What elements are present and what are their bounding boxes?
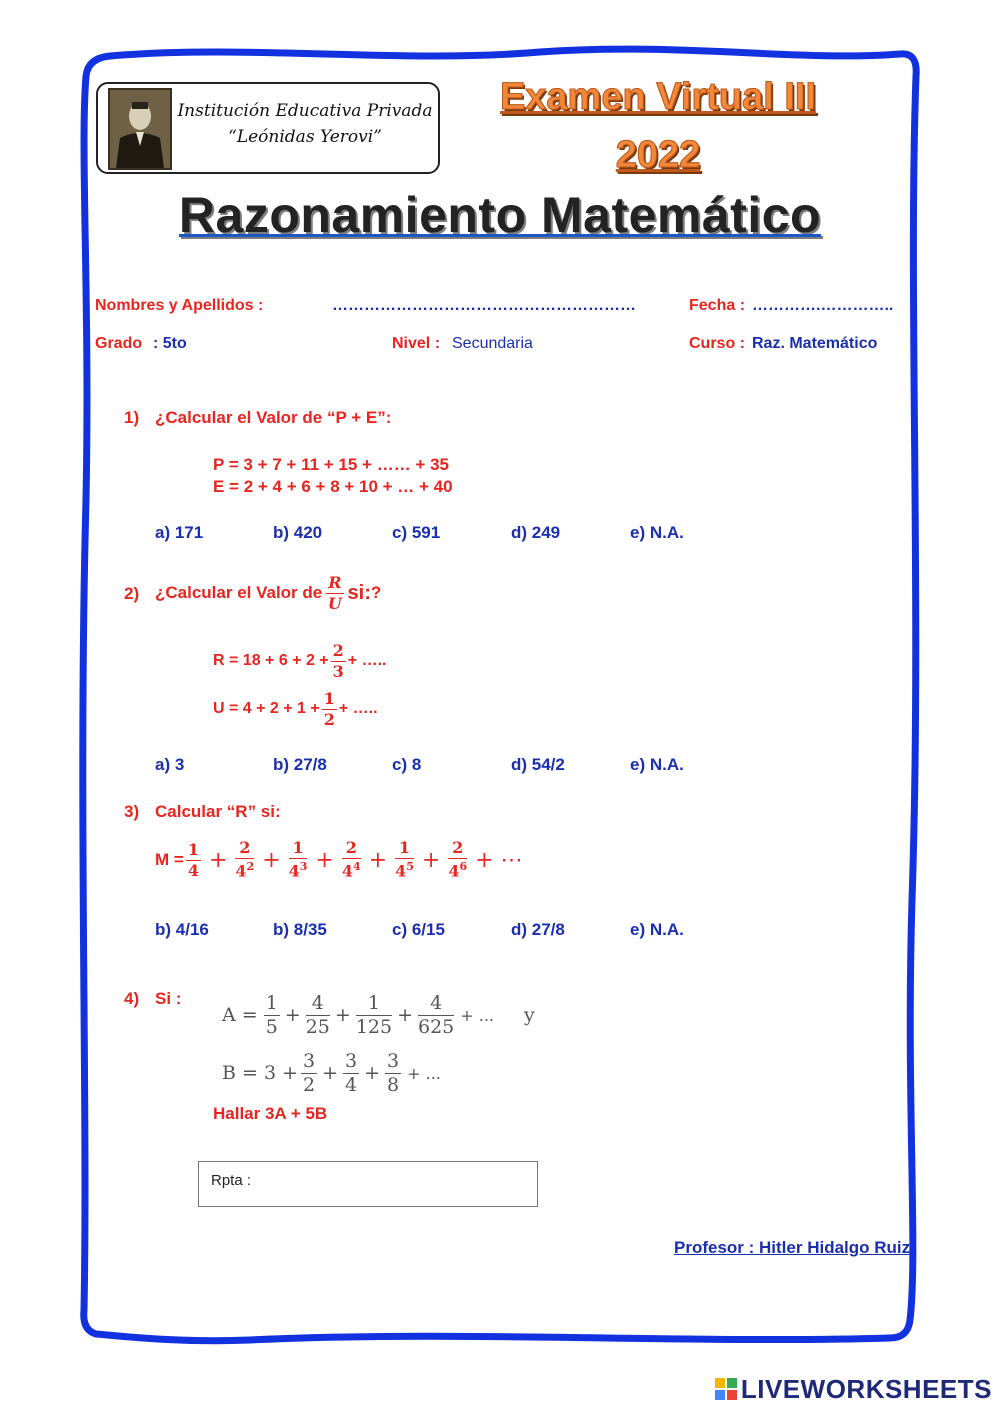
q4-a-term-4: $\frac{4}{625}$ [418, 991, 455, 1038]
q3-m-label: M = [155, 850, 184, 869]
q3-term-2 [235, 840, 254, 879]
q4-a-expression [222, 990, 535, 1040]
q2-u-prefix: U = 4 + 2 + 1 + [213, 700, 320, 717]
q3-term-4-numerator: 2 [342, 840, 361, 859]
q1-number: 1) [124, 408, 140, 427]
q4-a-term-1: $\frac{1}{5}$ [265, 991, 278, 1038]
q4-a-term-2: $\frac{4}{25}$ [305, 991, 330, 1038]
school-name-line1: Institución Educativa Privada [177, 101, 433, 121]
q3-option-d[interactable]: d) 27/8 [511, 920, 565, 939]
q3-option-c[interactable]: c) 6/15 [392, 920, 445, 939]
q1-option-e[interactable]: e) N.A. [630, 523, 684, 542]
q3-term-5-denominator: $4^5$ [395, 860, 414, 881]
q2-u-numerator: 1 [323, 688, 335, 708]
q4-text: Si : [155, 989, 182, 1008]
liveworksheets-text: LIVEWORKSHEETS [740, 1374, 992, 1404]
q1-option-b[interactable]: b) 420 [273, 523, 323, 542]
q2-r-numerator: 2 [332, 640, 344, 660]
q3-term-6-denominator: $4^6$ [448, 860, 468, 881]
grade-label: Grado [95, 335, 143, 352]
date-label: Fecha : [689, 297, 746, 314]
q1-text: ¿Calcular el Valor de “P + E”: [155, 408, 392, 427]
q3-term-1-denominator: 4 [187, 860, 199, 880]
q3-term-6 [448, 840, 467, 879]
q4-b-term-2: $\frac{3}{4}$ [345, 1049, 358, 1096]
q3-plus-4: + [368, 847, 388, 873]
q3-tail: + ⋯ [475, 847, 523, 873]
liveworksheets-icon [715, 1376, 737, 1398]
q2-option-c[interactable]: c) 8 [392, 755, 422, 774]
level-value: Secundaria [452, 335, 533, 352]
q2-r-fraction [331, 640, 346, 681]
q3-term-4 [342, 840, 361, 879]
names-field[interactable]: ………………………………………………… [332, 297, 636, 314]
q2-text: ¿Calcular el Valor de [155, 583, 323, 602]
exam-title [476, 68, 840, 184]
q3-number: 3) [124, 802, 140, 821]
q4-b-label: B = 3 + [222, 1062, 299, 1084]
q4-b-term-3: $\frac{3}{8}$ [387, 1049, 400, 1096]
q2-r-denominator: 3 [332, 661, 344, 681]
q3-term-6-numerator: 2 [448, 840, 467, 859]
q3-m-expression [155, 834, 523, 886]
q3-term-5 [395, 840, 414, 879]
q4-conjunction: y [524, 1004, 535, 1026]
grade-value: : 5to [153, 335, 187, 352]
page-title: Razonamiento Matemático [178, 187, 822, 243]
q2-ratio-fraction [326, 572, 343, 613]
q3-option-b[interactable]: b) 8/35 [273, 920, 327, 939]
q3-plus-5: + [421, 847, 441, 873]
q4-a-term-3: $\frac{1}{125}$ [355, 991, 393, 1038]
level-label: Nivel : [392, 335, 441, 352]
q2-r-expression [213, 636, 386, 686]
exam-title-year: 2022 [615, 134, 701, 176]
q2-si: si: [347, 581, 371, 604]
exam-title-line1: Examen Virtual III [499, 76, 817, 118]
q1-option-a[interactable]: a) 171 [155, 523, 204, 542]
q1-p-expression: P = 3 + 7 + 11 + 15 + …… + 35 [213, 455, 449, 474]
q1-option-c[interactable]: c) 591 [392, 523, 441, 542]
q3-plus-1: + [208, 847, 228, 873]
q1-option-d[interactable]: d) 249 [511, 523, 561, 542]
q3-term-2-numerator: 2 [235, 840, 254, 859]
q4-b-plus-1: + [322, 1062, 339, 1084]
q3-term-4-denominator: $4^4$ [341, 860, 361, 881]
q2-ratio-denominator: U [327, 593, 342, 613]
answer-label: Rpta : [211, 1172, 252, 1189]
q2-ratio-numerator: R [328, 572, 342, 592]
q3-term-5-numerator: 1 [395, 840, 414, 859]
q3-term-3 [289, 840, 308, 879]
q2-option-a[interactable]: a) 3 [155, 755, 185, 774]
q2-u-denominator: 2 [323, 709, 335, 729]
q2-option-e[interactable]: e) N.A. [630, 755, 684, 774]
q2-question [155, 568, 381, 618]
q2-option-d[interactable]: d) 54/2 [511, 755, 565, 774]
q4-a-tail: + ... [460, 1005, 495, 1025]
q2-number: 2) [124, 584, 140, 603]
q4-a-plus-1: + [284, 1004, 301, 1026]
school-name-line2: “Leónidas Yerovi” [228, 127, 382, 147]
q3-term-3-numerator: 1 [289, 840, 308, 859]
q3-term-2-denominator: $4^2$ [235, 860, 255, 881]
q1-e-expression: E = 2 + 4 + 6 + 8 + 10 + … + 40 [213, 477, 453, 496]
teacher-name: Profesor : Hitler Hidalgo Ruiz [674, 1238, 911, 1257]
names-label: Nombres y Apellidos : [95, 297, 264, 314]
q3-term-3-denominator: $4^3$ [288, 860, 308, 881]
course-value: Raz. Matemático [752, 335, 878, 352]
q2-r-prefix: R = 18 + 6 + 2 + [213, 652, 329, 669]
q3-option-e[interactable]: e) N.A. [630, 920, 684, 939]
q2-u-fraction [322, 688, 337, 729]
date-field[interactable]: ………….………….. [752, 297, 894, 314]
q4-b-term-1: $\frac{3}{2}$ [303, 1049, 316, 1096]
q4-a-plus-2: + [334, 1004, 351, 1026]
founder-portrait-image [108, 88, 172, 170]
q4-task: Hallar 3A + 5B [213, 1104, 328, 1123]
course-label: Curso : [689, 335, 745, 352]
q4-b-plus-2: + [364, 1062, 381, 1084]
answer-input[interactable] [198, 1161, 538, 1207]
q3-plus-3: + [315, 847, 334, 873]
q4-b-tail: + ... [407, 1063, 441, 1083]
q2-u-suffix: + ….. [338, 700, 378, 717]
q3-text: Calcular “R” si: [155, 802, 281, 821]
liveworksheets-logo [715, 1374, 992, 1405]
q4-b-expression [222, 1048, 441, 1098]
q3-term-1 [186, 839, 201, 880]
q3-term-1-numerator: 1 [187, 839, 199, 859]
q2-u-expression [213, 684, 378, 734]
q4-number: 4) [124, 989, 140, 1008]
q4-a-plus-3: + [397, 1004, 413, 1026]
q3-option-a[interactable]: b) 4/16 [155, 920, 209, 939]
q2-r-suffix: + ….. [347, 652, 387, 669]
school-logo [96, 82, 440, 174]
q2-question-mark: ? [370, 583, 382, 602]
q3-plus-2: + [262, 847, 281, 873]
q4-a-label: A = [222, 1004, 258, 1026]
school-name [176, 98, 434, 150]
q2-option-b[interactable]: b) 27/8 [273, 755, 327, 774]
